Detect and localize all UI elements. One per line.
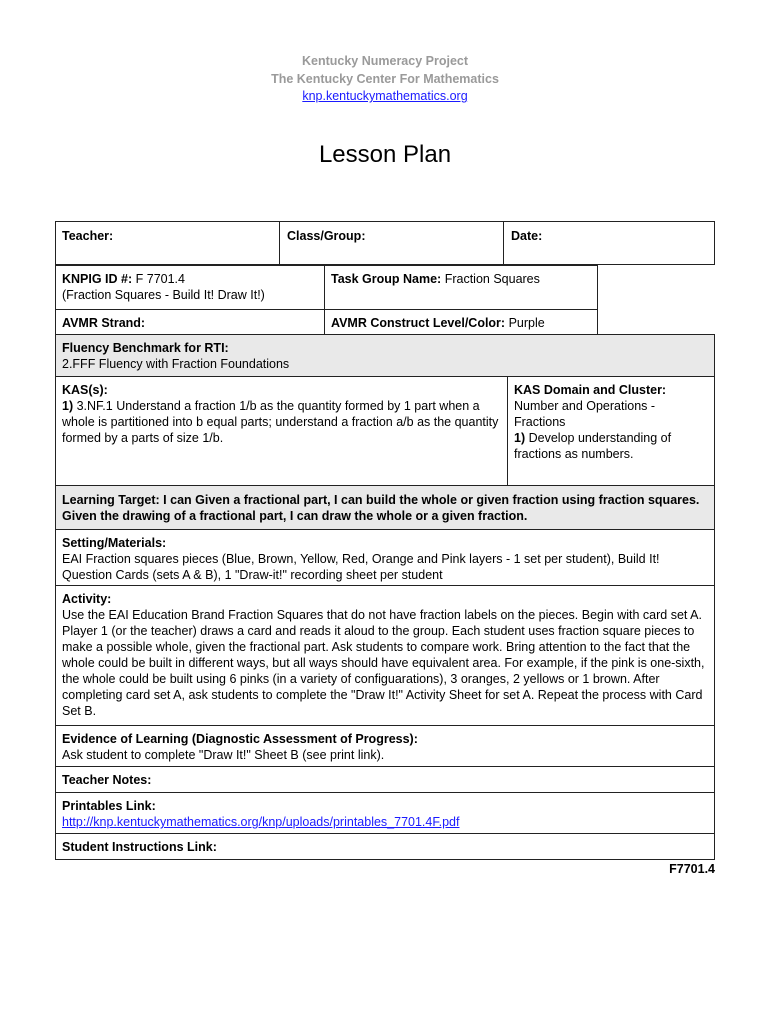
task-group-label: Task Group Name: [331,272,442,286]
activity-cell [55,585,715,726]
knpig-cell [55,265,325,310]
evidence-cell [55,725,715,767]
student-instructions-cell [55,833,715,860]
avmr-strand-cell [55,309,325,335]
learning-target: Learning Target: I can Given a fractional part, I can build the whole or given fraction using fraction squares. Given the drawing of a fractional part, I can draw the whole or a given fraction. [55,485,715,530]
kas-cell [55,376,508,486]
teacher-notes-label: Teacher Notes: [62,773,152,787]
fluency-cell [55,334,715,377]
class-group-label: Class/Group: [287,229,366,243]
class-cell [280,221,504,265]
setting-text: EAI Fraction squares pieces (Blue, Brown, Yellow, Red, Orange and Pink layers - 1 set per student), Build It! Question Cards (sets A & B), 1 "Draw-it!" recording sheet per student [62,552,660,582]
activity-text: Use the EAI Education Brand Fraction Squares that do not have fraction labels on the pieces. Begin with card set A. Player 1 (or the teacher) draws a card and reads it aloud to the group. Each student uses fraction square pieces to make a possible whole, given the fractional part. Ask students to compare work. Bring attention to the fact that the whole could be built in different ways, but all ways should have equivalent area. For example, if the pink is one-sixth, the whole could be built using 6 pinks (in a variety of configuarations), 3 oranges, 2 yellows or 1 brown. After completing card set A, ask students to complete the "Draw It!" Activity Sheet for set A. Repeat the process with Card Set B. [62,608,705,718]
printables-cell [55,792,715,834]
knpig-subtitle: (Fraction Squares - Build It! Draw It!) [62,288,265,302]
kas-label: KAS(s): [62,383,108,397]
task-group-cell [324,265,598,310]
teacher-cell [55,221,280,265]
kas-cluster-text: Develop understanding of fractions as numbers. [514,431,672,461]
student-instructions-label: Student Instructions Link: [62,840,217,854]
printables-label: Printables Link: [62,799,156,813]
page-title: Lesson Plan [318,141,452,168]
setting-label: Setting/Materials: [62,536,167,550]
setting-cell [55,529,715,586]
kas-domain-value: Number and Operations - Fractions [514,399,656,429]
footer-code: F7701.4 [669,862,715,876]
avmr-strand-label: AVMR Strand: [62,316,146,330]
header-site-link[interactable]: knp.kentuckymathematics.org [302,89,468,103]
knpig-value: F 7701.4 [135,272,185,286]
avmr-construct-label: AVMR Construct Level/Color: [331,316,506,330]
printables-link[interactable]: http://knp.kentuckymathematics.org/knp/uploads/printables_7701.4F.pdf [62,815,460,829]
fluency-label: Fluency Benchmark for RTI: [62,341,229,355]
header-org: Kentucky Numeracy Project [301,54,469,68]
header-center: The Kentucky Center For Mathematics [271,72,499,86]
evidence-text: Ask student to complete "Draw It!" Sheet B (see print link). [62,748,385,762]
teacher-label: Teacher: [62,229,114,243]
kas-domain-label: KAS Domain and Cluster: [514,383,667,397]
fluency-value: 2.FFF Fluency with Fraction Foundations [62,357,290,371]
activity-label: Activity: [62,592,112,606]
date-label: Date: [511,229,543,243]
avmr-construct-cell [324,309,598,335]
kas-cluster-num: 1) [514,431,526,445]
knpig-label: KNPIG ID #: [62,272,133,286]
kas-domain-cell [507,376,715,486]
teacher-notes-cell [55,766,715,793]
avmr-construct-value: Purple [508,316,545,330]
task-group-value: Fraction Squares [444,272,540,286]
kas-num: 1) [62,399,74,413]
evidence-label: Evidence of Learning (Diagnostic Assessment of Progress): [62,732,418,746]
kas-text: 3.NF.1 Understand a fraction 1/b as the quantity formed by 1 part when a whole is partitioned into b equal parts; understand a fraction a/b as the quantity formed by a parts of size 1/b. [62,399,499,445]
